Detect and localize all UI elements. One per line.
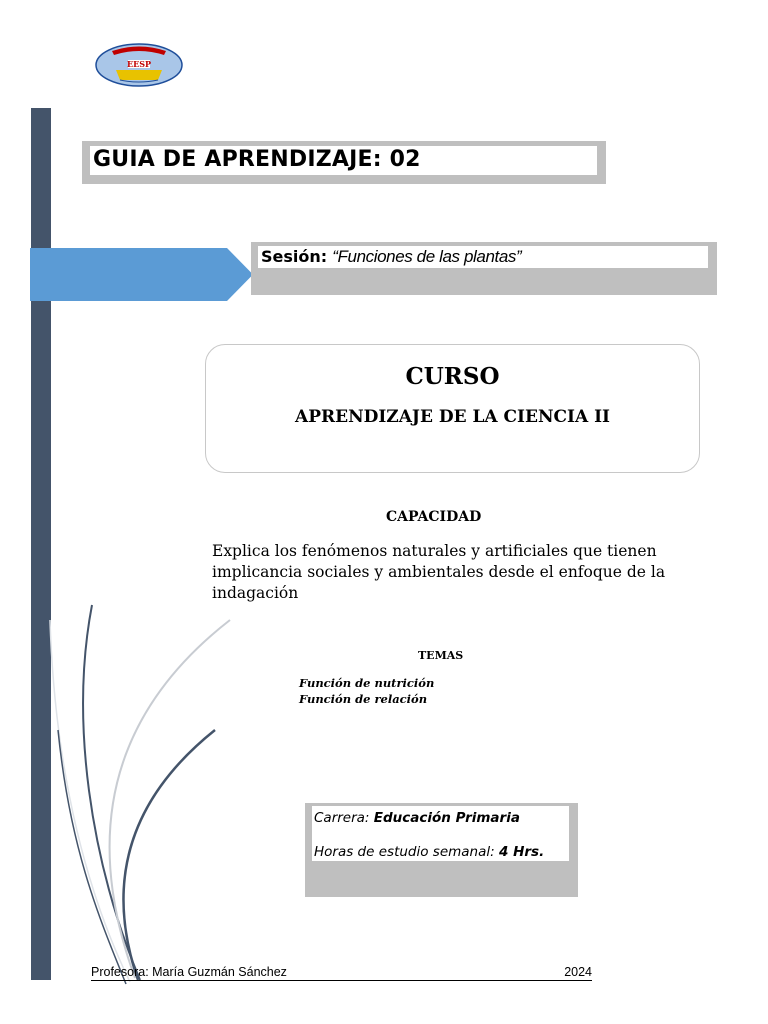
career-frame xyxy=(305,803,578,897)
capacity-text: Explica los fenómenos naturales y artificiales que tienen implicancia sociales y ambientales desde el enfoque de la indagación xyxy=(212,542,666,602)
school-logo xyxy=(94,42,184,88)
decorative-swirl xyxy=(30,600,270,985)
session-line xyxy=(261,247,521,267)
hours-label: Horas de estudio semanal: xyxy=(314,844,495,860)
footer xyxy=(91,965,592,981)
session-label: Sesión: xyxy=(261,247,328,266)
session-inner xyxy=(258,246,708,268)
title-frame xyxy=(82,141,606,184)
session-frame xyxy=(251,242,717,295)
course-card xyxy=(205,344,700,473)
logo-text: EESP xyxy=(127,59,151,69)
hours-value: 4 Hrs. xyxy=(498,844,545,860)
arrow-shape xyxy=(30,248,253,301)
hours-line xyxy=(314,844,544,860)
topic-item: Función de relación xyxy=(299,692,428,706)
page-title: GUIA DE APRENDIZAJE: 02 xyxy=(93,147,421,172)
teacher-name: Profesora: María Guzmán Sánchez xyxy=(91,965,287,979)
career-line xyxy=(314,810,520,826)
topics-list xyxy=(299,675,434,707)
session-value: “Funciones de las plantas” xyxy=(332,247,522,266)
topic-item: Función de nutrición xyxy=(299,676,435,690)
course-heading: CURSO xyxy=(405,363,500,390)
course-name: APRENDIZAJE DE LA CIENCIA II xyxy=(295,407,610,427)
capacity-heading: CAPACIDAD xyxy=(386,509,482,525)
career-value: Educación Primaria xyxy=(373,810,520,826)
arrow-icon xyxy=(30,248,253,301)
title-inner xyxy=(90,146,597,175)
school-logo-icon xyxy=(94,42,184,88)
career-label: Carrera: xyxy=(314,810,370,826)
footer-year: 2024 xyxy=(564,965,592,979)
topics-heading: TEMAS xyxy=(418,649,464,662)
career-inner xyxy=(312,806,569,861)
